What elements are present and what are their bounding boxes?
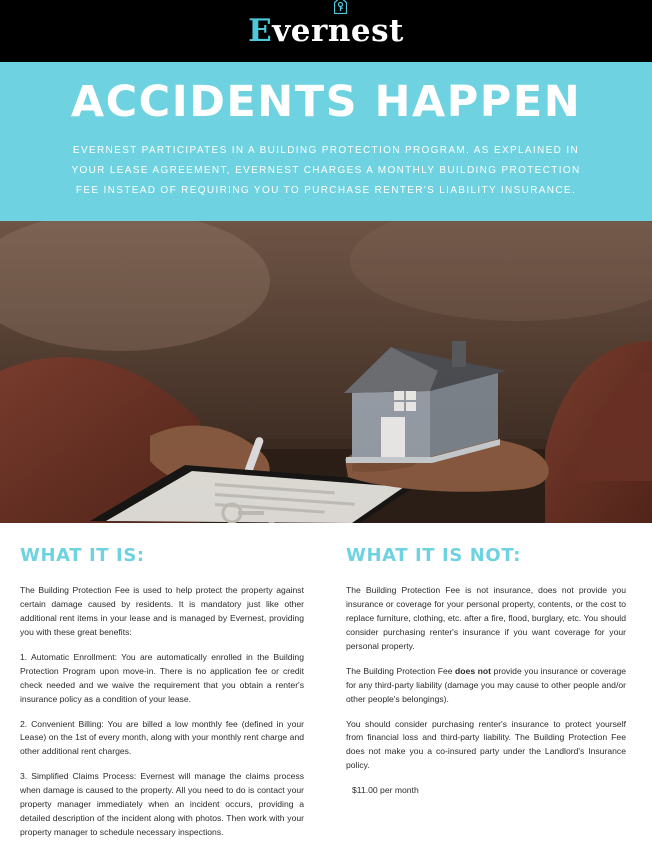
right-paragraph-no-liability bbox=[346, 665, 626, 707]
column-what-it-is-not bbox=[326, 545, 632, 844]
content-columns bbox=[0, 523, 652, 844]
right-paragraph-no-liability-emphasis: does not bbox=[455, 665, 492, 676]
left-paragraph-convenient-billing: 2. Convenient Billing: You are billed a low monthly fee (defined in your Lease) on the 1st of every month, along with your monthly rent charge and other additional rent charges. bbox=[20, 718, 304, 757]
hero-banner bbox=[0, 62, 652, 221]
left-column-heading: WHAT IT IS: bbox=[20, 545, 145, 567]
right-paragraph-no-liability-post: provide you insurance or coverage for any third-party liability (damage you may cause to other people and/or other people's belongings). bbox=[346, 665, 627, 704]
house-key-icon bbox=[334, 0, 347, 14]
right-paragraph-no-liability-pre: The Building Protection Fee bbox=[346, 665, 456, 676]
hero-photo bbox=[0, 221, 652, 523]
brand-name-initial: E bbox=[248, 13, 273, 49]
left-paragraph-automatic-enrollment: 1. Automatic Enrollment: You are automatically enrolled in the Building Protection Program upon move-in. There is no application fee or credit check needed and we waive the requirement that you obtain a renter's insurance policy as a condition of your lease. bbox=[20, 651, 304, 704]
left-paragraph-simplified-claims: 3. Simplified Claims Process: Evernest will manage the claims process when damage is caused to the property. All you need to do is contact your property manager immediately when an incident occurs, providing a detailed description of the incident along with photos. Then work with your property manager to schedule necessary inspections. bbox=[20, 771, 304, 837]
monthly-price: $11.00 per month bbox=[352, 785, 419, 796]
brand-name-rest: vernest bbox=[272, 13, 404, 49]
logo-bar bbox=[0, 0, 652, 62]
brand-name bbox=[248, 13, 404, 49]
page-title: ACCIDENTS HAPPEN bbox=[70, 77, 582, 127]
right-paragraph-not-insurance: The Building Protection Fee is not insurance, does not provide you insurance or coverage for your personal property, contents, or the cost to replace furniture, clothing, etc. after a fire, flood, burglary, etc. You should consider purchasing renter's insurance if you want coverage for your personal property. bbox=[346, 585, 626, 651]
right-paragraph-consider-renters-insurance: You should consider purchasing renter's insurance to protect yourself from financial loss and third-party liability. The Building Protection Fee does not make you a co-insured party under the Landlord's Insurance policy. bbox=[346, 718, 626, 771]
left-paragraph-intro: The Building Protection Fee is used to help protect the property against certain damage caused by residents. It is mandatory just like other additional rent items in your lease and is managed by Evernest, providing you with these great benefits: bbox=[20, 585, 304, 637]
column-what-it-is bbox=[20, 545, 326, 844]
right-column-heading: WHAT IT IS NOT: bbox=[346, 545, 522, 567]
brand-logo bbox=[248, 13, 404, 49]
photo-illustration bbox=[0, 221, 652, 523]
hero-subtitle: EVERNEST PARTICIPATES IN A BUILDING PROTECTION PROGRAM. AS EXPLAINED IN YOUR LEASE AGREEMENT, EVERNEST CHARGES A MONTHLY BUILDING PROTECTION FEE INSTEAD OF REQUIRING YOU TO PURCHASE RENTER'S LIABILITY INSURANCE. bbox=[71, 145, 581, 197]
